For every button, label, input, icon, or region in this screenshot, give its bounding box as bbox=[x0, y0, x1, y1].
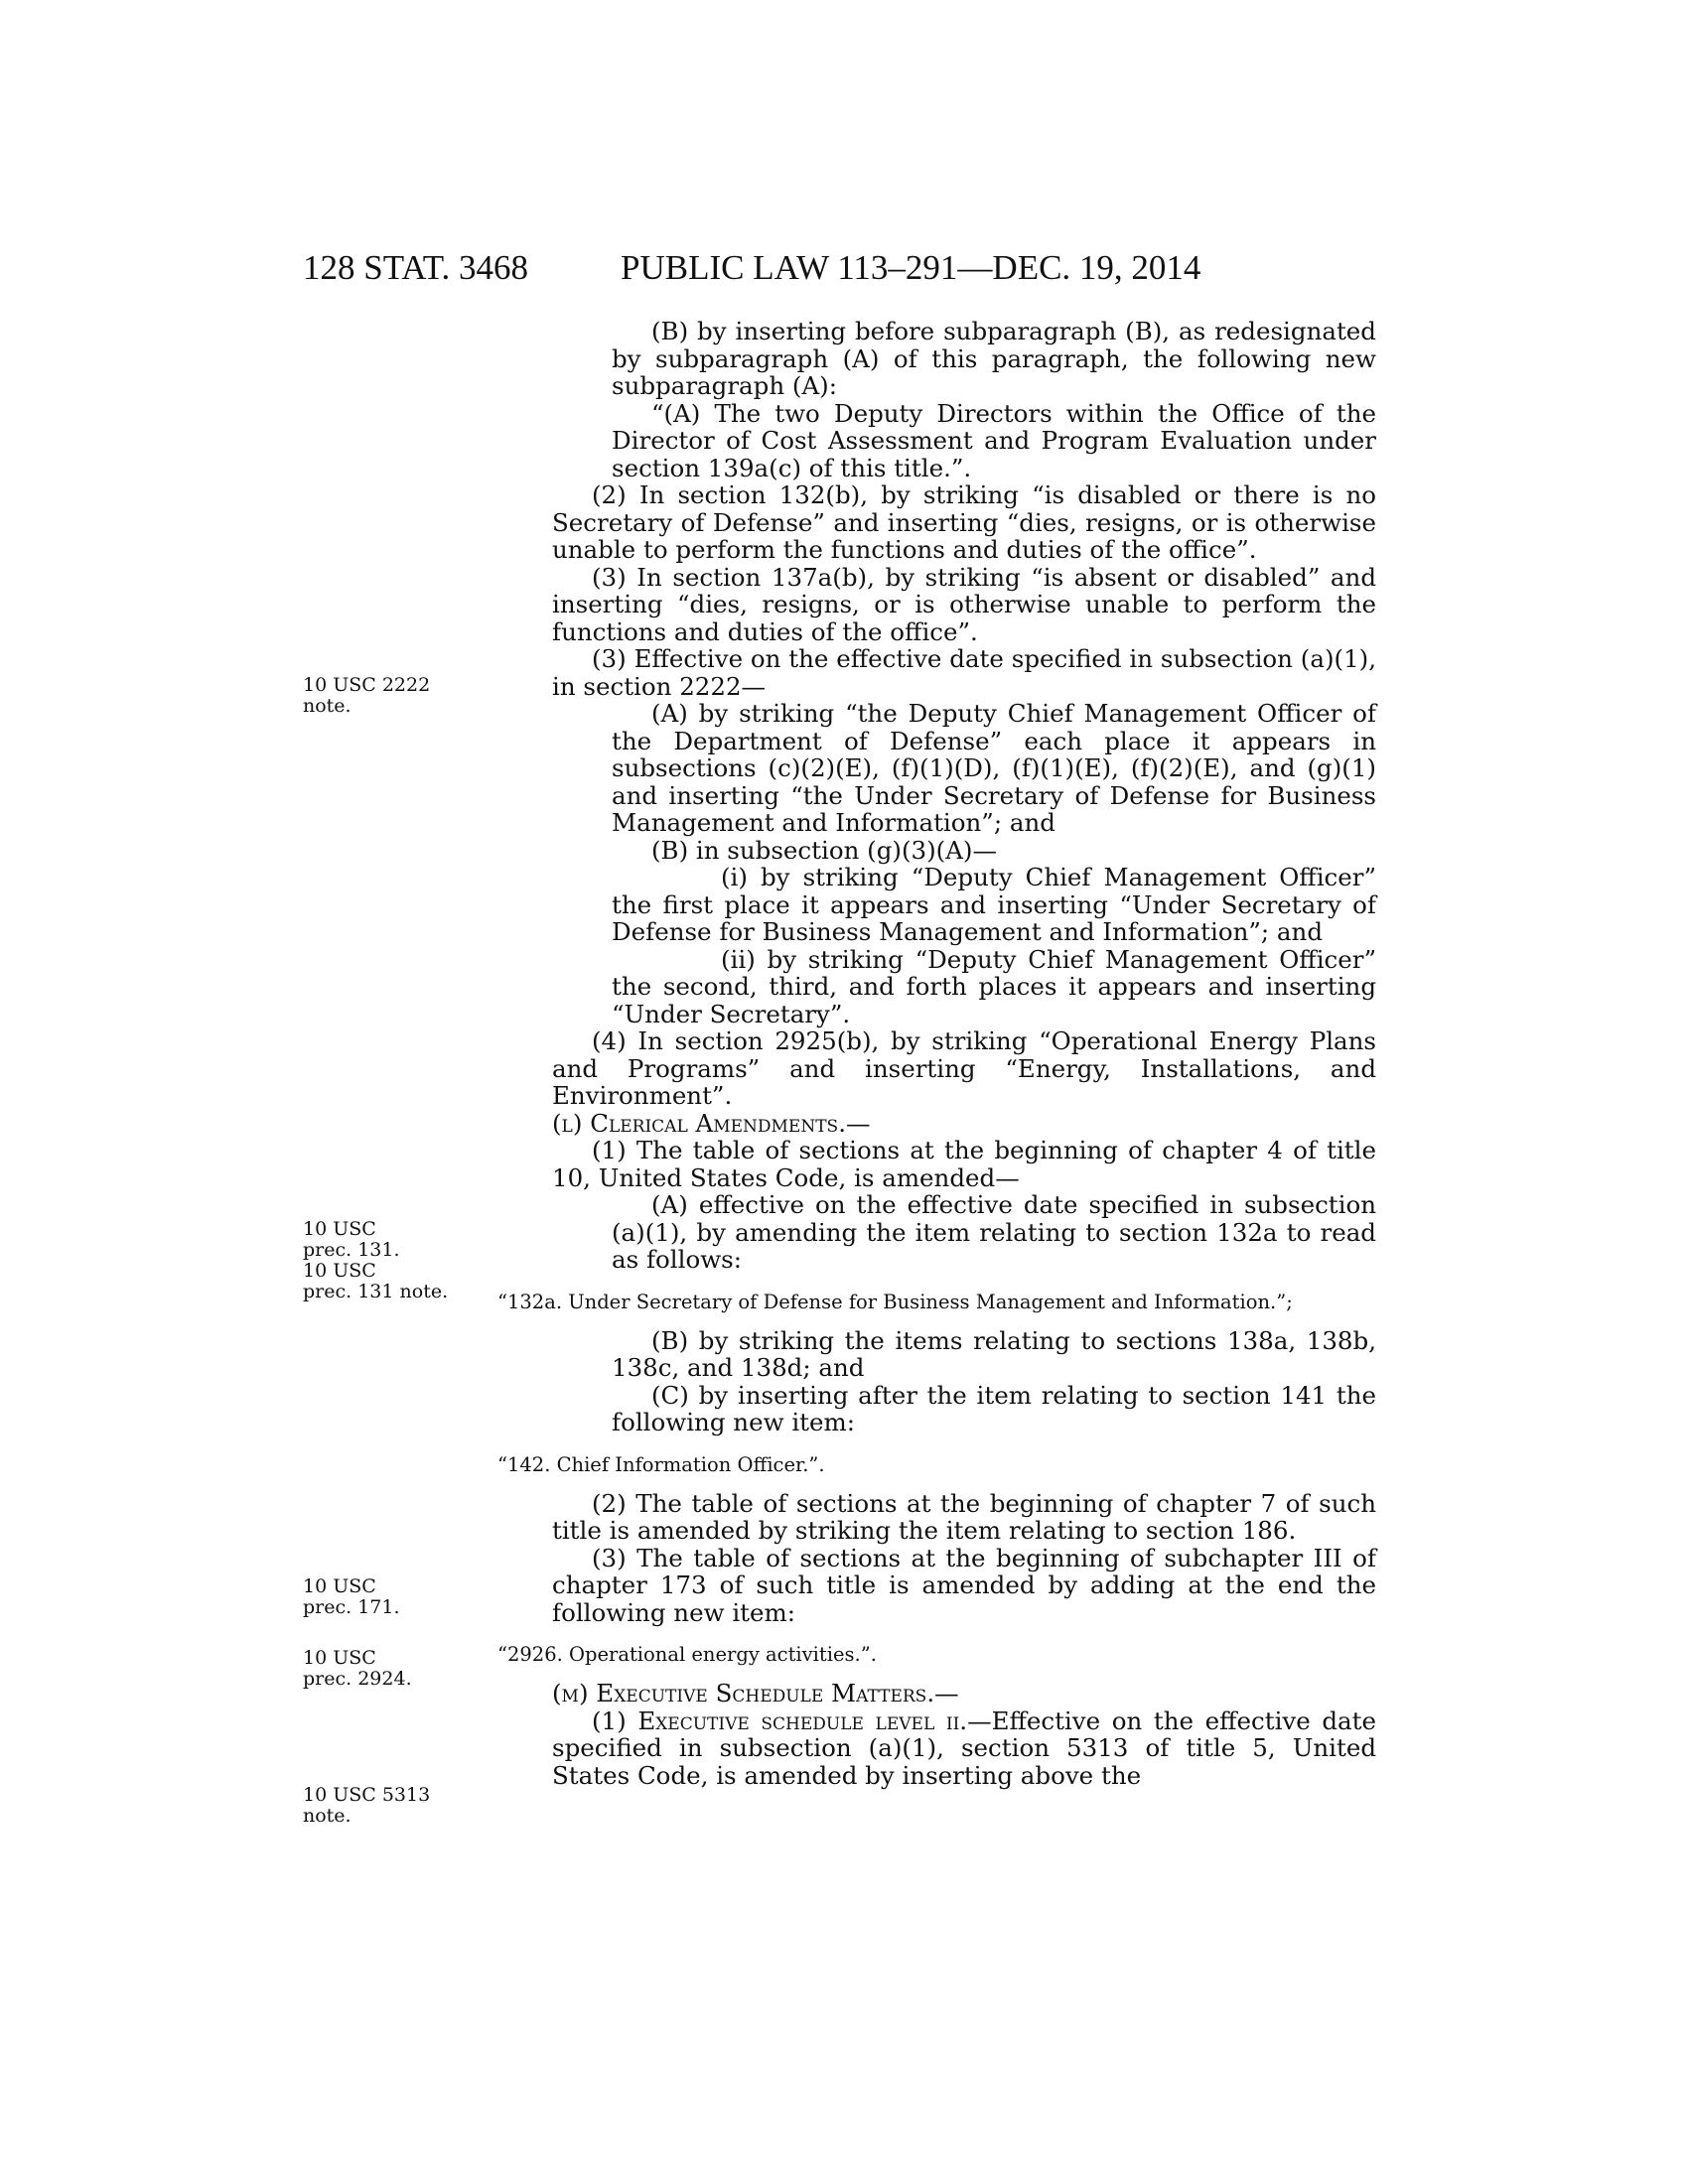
margin-note-2 bbox=[303, 1219, 462, 1302]
table-item-142: “142. Chief Information Officer.”. bbox=[497, 1452, 825, 1476]
executive-paragraph-1 bbox=[552, 1707, 1376, 1790]
executive-paragraph-lead: (1) Executive schedule level ii. bbox=[592, 1706, 968, 1735]
clerical-paragraph-1: (1) The table of sections at the beginning of chapter 4 of title 10, United States Code, is amended— bbox=[552, 1136, 1376, 1192]
margin-note-line: prec. 131 note. bbox=[303, 1281, 449, 1302]
section-heading-clerical: (l) Clerical Amendments.— bbox=[552, 1108, 871, 1138]
subparagraph-a: (A) by striking “the Deputy Chief Management Officer of the Department of Defense” each place it appears in subsections (c)(2)(E), (f)(1)(D), (f)(1)(E), (f)(2)(E), and (g)(1) and inserting “the Under Secretary of Defense for Business Management and Information”; and bbox=[612, 699, 1376, 837]
margin-note-line: 10 USC 2222 bbox=[303, 674, 431, 696]
margin-note-1 bbox=[303, 675, 462, 717]
page-citation: 128 STAT. 3468 bbox=[303, 248, 528, 287]
clause-ii: (ii) by striking “Deputy Chief Management Officer” the second, third, and forth places it appears and inserting “Under Secretary”. bbox=[612, 944, 1376, 1028]
margin-note-line: 10 USC 5313 bbox=[303, 1784, 431, 1806]
margin-note-line: 10 USC bbox=[303, 1647, 376, 1669]
paragraph-3-137a: (3) In section 137a(b), by striking “is absent or disabled” and inserting “dies, resigns, or is otherwise unable to perform the functions and duties of the office”. bbox=[552, 562, 1376, 646]
clause-i: (i) by striking “Deputy Chief Management Officer” the first place it appears and inserting “Under Secretary of Defense for Business Management and Information”; and bbox=[612, 863, 1376, 946]
margin-note-line: prec. 171. bbox=[303, 1596, 400, 1618]
margin-note-3 bbox=[303, 1576, 462, 1618]
document-body bbox=[497, 317, 1377, 1790]
clerical-subparagraph-b: (B) by striking the items relating to sections 138a, 138b, 138c, and 138d; and bbox=[612, 1325, 1376, 1382]
paragraph-4: (4) In section 2925(b), by striking “Operational Energy Plans and Programs” and inserting “Energy, Installations, and Environment”. bbox=[552, 1026, 1376, 1110]
table-item-2926: “2926. Operational energy activities.”. bbox=[497, 1643, 877, 1666]
paragraph-b-insert: (B) by inserting before subparagraph (B), as redesignated by subparagraph (A) of this paragraph, the following new subparagraph (A): bbox=[612, 317, 1376, 400]
margin-note-line: note. bbox=[303, 695, 352, 717]
page-title: PUBLIC LAW 113–291—DEC. 19, 2014 bbox=[621, 248, 1201, 287]
margin-note-line: prec. 131. bbox=[303, 1239, 400, 1261]
clerical-subparagraph-c: (C) by inserting after the item relating to section 141 the following new item: bbox=[612, 1380, 1376, 1436]
margin-note-line: prec. 2924. bbox=[303, 1668, 412, 1690]
paragraph-2: (2) In section 132(b), by striking “is disabled or there is no Secretary of Defense” and inserting “dies, resigns, or is otherwise unable to perform the functions and duties of the office”. bbox=[552, 480, 1376, 564]
executive-paragraph-text: —Effective on the effective date specified in subsection (a)(1), section 5313 of title 5, United States Code, is amended by inserting above the bbox=[552, 1706, 1377, 1790]
quoted-subparagraph-a: “(A) The two Deputy Directors within the Office of the Director of Cost Assessment and Program Evaluation under section 139a(c) of this title.”. bbox=[612, 398, 1376, 482]
subparagraph-b: (B) in subsection (g)(3)(A)— bbox=[651, 835, 997, 865]
margin-note-line: 10 USC bbox=[303, 1575, 376, 1597]
margin-note-line: 10 USC bbox=[303, 1218, 376, 1240]
margin-note-line: note. bbox=[303, 1805, 352, 1827]
clerical-paragraph-2: (2) The table of sections at the beginning of chapter 7 of such title is amended by striking the item relating to section 186. bbox=[552, 1488, 1376, 1545]
margin-note-line: 10 USC bbox=[303, 1260, 376, 1282]
margin-note-5 bbox=[303, 1785, 462, 1827]
paragraph-3-2222: (3) Effective on the effective date specified in subsection (a)(1), in section 2222— bbox=[552, 644, 1376, 701]
table-item-132a: “132a. Under Secretary of Defense for Business Management and Information.”; bbox=[497, 1290, 1293, 1313]
margin-note-4 bbox=[303, 1648, 462, 1690]
section-heading-executive: (m) Executive Schedule Matters.— bbox=[552, 1679, 959, 1707]
clerical-subparagraph-a: (A) effective on the effective date specified in subsection (a)(1), by amending the item relating to section 132a to read as follows: bbox=[612, 1190, 1376, 1274]
clerical-paragraph-3: (3) The table of sections at the beginning of subchapter III of chapter 173 of such title is amended by adding at the end the following new item: bbox=[552, 1543, 1376, 1627]
